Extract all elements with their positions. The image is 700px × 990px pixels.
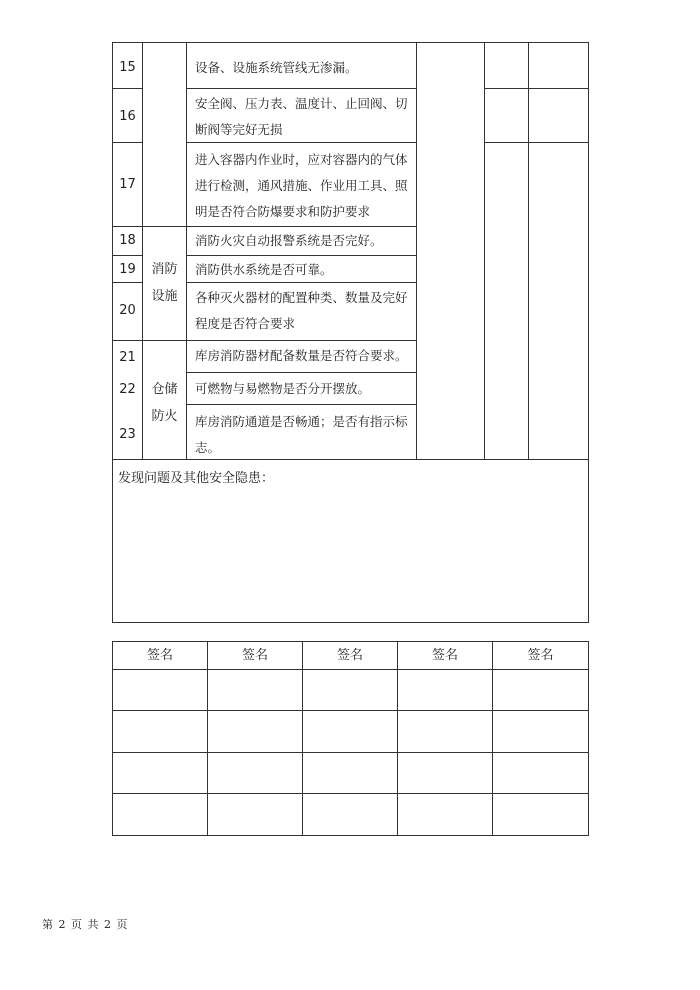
row-divider: [112, 226, 417, 227]
row-divider: [186, 404, 417, 405]
row-number: 16: [119, 109, 136, 124]
check-item-text: 进入容器内作业时，应对容器内的气体进行检测，通风措施、作业用工具、照明是否符合防爆要求和防护要求: [195, 152, 408, 219]
row-number: 22: [119, 382, 136, 397]
signature-header: 签名: [527, 648, 554, 663]
column-divider: [484, 42, 485, 460]
category-label: 消防: [151, 262, 178, 277]
row-divider: [112, 793, 589, 794]
signature-header: 签名: [146, 648, 173, 663]
row-divider: [112, 710, 589, 711]
row-divider: [112, 88, 143, 89]
row-divider: [112, 752, 589, 753]
check-item-text: 消防供水系统是否可靠。: [195, 262, 333, 277]
check-item-text: 安全阀、压力表、温度计、止回阀、切断阀等完好无损: [195, 96, 408, 137]
row-divider: [186, 372, 417, 373]
row-divider: [186, 88, 417, 89]
row-divider: [186, 255, 417, 256]
column-divider: [528, 42, 529, 460]
check-item-text: 可燃物与易燃物是否分开摆放。: [195, 381, 371, 396]
check-item-text: 库房消防通道是否畅通；是否有指示标志。: [195, 414, 408, 455]
row-number: 20: [119, 303, 136, 318]
column-divider: [302, 641, 303, 836]
column-divider: [207, 641, 208, 836]
category-label: 设施: [151, 289, 178, 304]
row-divider: [484, 142, 589, 143]
table-border: [112, 641, 113, 836]
row-divider: [112, 255, 143, 256]
column-divider: [492, 641, 493, 836]
signature-header: 签名: [336, 648, 363, 663]
check-item-text: 消防火灾自动报警系统是否完好。: [195, 233, 383, 248]
table-border: [588, 641, 589, 836]
signature-header: 签名: [241, 648, 268, 663]
column-divider: [416, 42, 417, 460]
row-number: 17: [119, 177, 136, 192]
table-border: [112, 622, 589, 623]
table-border: [112, 835, 589, 836]
row-divider: [112, 142, 143, 143]
row-number: 23: [119, 427, 136, 442]
check-item-text: 各种灭火器材的配置种类、数量及完好程度是否符合要求: [195, 290, 408, 331]
page-number: 第 2 页 共 2 页: [42, 918, 129, 931]
signature-header: 签名: [431, 648, 458, 663]
row-divider: [112, 340, 417, 341]
category-label: 防火: [151, 409, 178, 424]
check-item-text: 库房消防器材配备数量是否符合要求。: [195, 348, 408, 363]
row-number: 15: [119, 60, 136, 75]
issues-input-area[interactable]: [113, 494, 588, 621]
row-number: 19: [119, 262, 136, 277]
row-number: 21: [119, 350, 136, 365]
row-divider: [484, 88, 589, 89]
row-number: 18: [119, 233, 136, 248]
table-border: [112, 42, 589, 43]
table-border: [588, 42, 589, 623]
check-item-text: 设备、设施系统管线无渗漏。: [195, 60, 358, 75]
category-label: 仓储: [151, 382, 178, 397]
column-divider: [397, 641, 398, 836]
issues-label: 发现问题及其他安全隐患：: [118, 471, 275, 486]
